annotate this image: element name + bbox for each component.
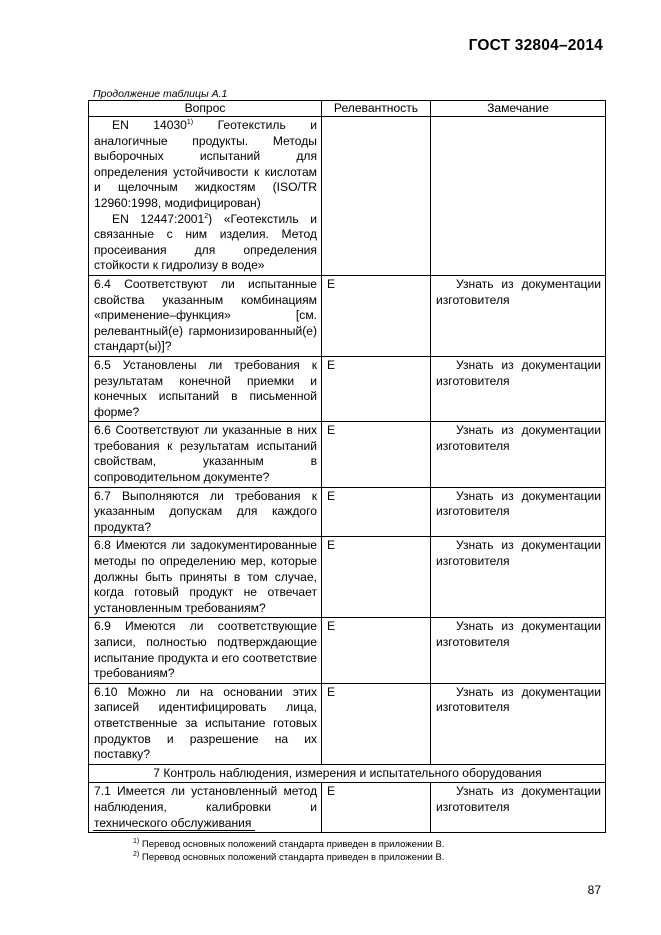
remark-cell: Узнать из документации изготовителя	[431, 275, 606, 356]
remark-cell	[431, 117, 606, 276]
relevance-cell: E	[322, 537, 431, 618]
standard-reference-en12447	[94, 212, 317, 274]
remark-cell: Узнать из документации изготовителя	[431, 683, 606, 764]
relevance-cell	[322, 117, 431, 276]
footnote-text: Перевод основных положений стандарта приведен в приложении В.	[139, 852, 445, 863]
reference-code: EN 12447:2001	[112, 211, 205, 226]
page-number: 87	[587, 883, 601, 897]
remark-cell: Узнать из документации изготовителя	[431, 783, 606, 833]
reference-text: ) «Геотекстиль и связанные с ним изделия. Метод просеивания для определения стойкости к гидролизу в воде»	[94, 211, 317, 273]
footnote-text: Перевод основных положений стандарта приведен в приложении В.	[139, 839, 445, 850]
question-cell: 6.10 Можно ли на основании этих записей идентифицировать лица, ответственные за испытание готовых продуктов и разрешение на их поставку?	[89, 683, 322, 764]
footnotes	[133, 838, 444, 864]
table-row	[89, 422, 606, 487]
question-cell: 6.7 Выполняются ли требования к указанным допускам для каждого продукта?	[89, 487, 322, 537]
footnote-mark: 2	[204, 212, 209, 220]
section-heading-row	[89, 764, 606, 783]
footnote-mark: 1)	[186, 118, 194, 126]
remark-cell: Узнать из документации изготовителя	[431, 618, 606, 683]
relevance-cell: E	[322, 683, 431, 764]
relevance-cell: E	[322, 275, 431, 356]
relevance-cell: E	[322, 356, 431, 421]
relevance-cell: E	[322, 422, 431, 487]
table-row	[89, 275, 606, 356]
question-cell	[89, 117, 322, 276]
checklist-table	[88, 100, 606, 833]
table-row	[89, 618, 606, 683]
table-row	[89, 356, 606, 421]
standard-reference-en14030	[94, 118, 317, 212]
footnote-1	[133, 838, 444, 851]
table-row	[89, 117, 606, 276]
question-cell: 6.9 Имеются ли соответствующие записи, полностью подтверждающие испытание продукта и его соответствие требованиям?	[89, 618, 322, 683]
column-header-question: Вопрос	[89, 101, 322, 117]
standard-code: ГОСТ 32804–2014	[468, 37, 603, 54]
footnote-mark: 2)	[133, 850, 140, 858]
table-header-row	[89, 101, 606, 117]
table-caption: Продолжение таблицы А.1	[93, 88, 228, 100]
column-header-relevance: Релевантность	[322, 101, 431, 117]
question-cell: 6.8 Имеются ли задокументированные методы по определению мер, которые должны быть приняты в том случае, когда готовый продукт не отвечает установленным требованиям?	[89, 537, 322, 618]
footnote-separator	[93, 830, 255, 831]
table-row	[89, 783, 606, 833]
table-row	[89, 683, 606, 764]
question-cell: 6.6 Соответствуют ли указанные в них требования к результатам испытаний свойствам, указанным в сопроводительном документе?	[89, 422, 322, 487]
remark-cell: Узнать из документации изготовителя	[431, 537, 606, 618]
relevance-cell: E	[322, 487, 431, 537]
question-cell: 6.5 Установлены ли требования к результатам конечной приемки и конечных испытаний в письменной форме?	[89, 356, 322, 421]
section-title: 7 Контроль наблюдения, измерения и испытательного оборудования	[89, 764, 606, 783]
reference-text: Геотекстиль и аналогичные продукты. Методы выборочных испытаний для определения устойчивости к кислотам и щелочным жидкостям (ISO/TR 12960:1998, модифицирован)	[94, 118, 318, 210]
remark-cell: Узнать из документации изготовителя	[431, 422, 606, 487]
relevance-cell: E	[322, 618, 431, 683]
reference-code: EN 14030	[112, 118, 187, 132]
table-row	[89, 537, 606, 618]
relevance-cell: E	[322, 783, 431, 833]
table-row	[89, 487, 606, 537]
question-cell: 7.1 Имеется ли установленный метод наблюдения, калибровки и технического обслуживания	[89, 783, 322, 833]
question-cell: 6.4 Соответствуют ли испытанные свойства указанным комбинациям «применение–функция» [см. релевантный(е) гармонизированный(е) стандарт(ы)]?	[89, 275, 322, 356]
remark-cell: Узнать из документации изготовителя	[431, 356, 606, 421]
footnote-2	[133, 851, 444, 864]
remark-cell: Узнать из документации изготовителя	[431, 487, 606, 537]
column-header-remark: Замечание	[431, 101, 606, 117]
footnote-mark: 1)	[133, 837, 140, 845]
